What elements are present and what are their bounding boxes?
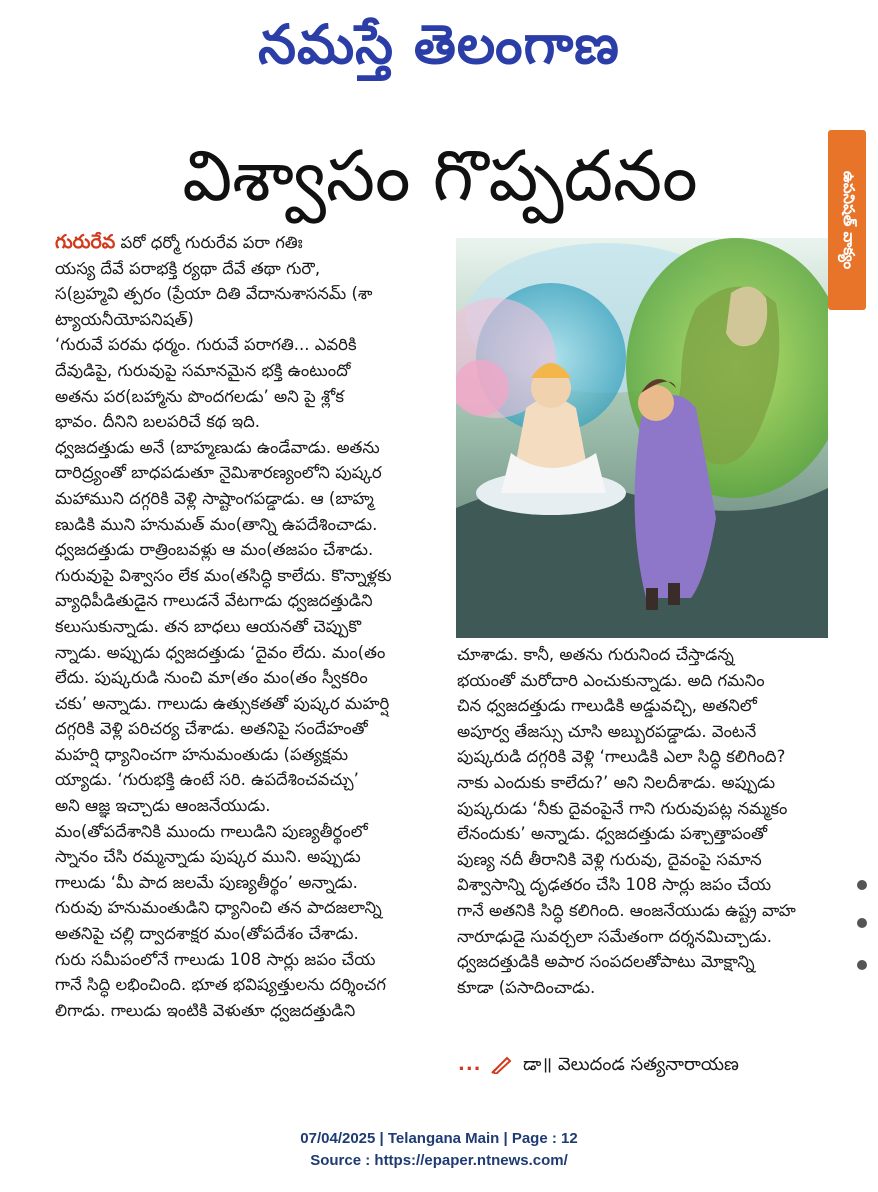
article-line: ధ్వజదత్తుడు అనే (బాహ్మణుడు ఉండేవాడు. అతను <box>55 437 380 457</box>
article-line: కూడా (పసాదించాడు. <box>457 977 596 997</box>
article-line: మహాముని దగ్గరికి వెళ్లి సాష్టాంగపడ్డాడు. ఆ (బాహ్మ <box>55 488 374 508</box>
article-line: అని ఆజ్ఞ ఇచ్చాడు ఆంజనేయుడు. <box>55 796 271 816</box>
article-line: మహర్షి ధ్యానించగా హనుమంతుడు (పత్యక్షమ <box>55 744 349 764</box>
article-line: స(బ్రహ్మవి త్పరం (ప్రేయా దితి వేదానుశాసనమ్ (శా <box>55 284 373 304</box>
article-line: య్యాడు. ‘గురుభక్తి ఉంటే సరి. ఉపదేశించవచ్చు’ <box>55 770 359 790</box>
bullet-dot-icon <box>857 960 867 970</box>
article-line: పుష్కరుడు ‘నీకు దైవంపైనే గాని గురువుపట్ల నమ్మకం <box>457 798 788 818</box>
article-line: ధ్వజదత్తుడికి అపార సంపదలతోపాటు మోక్షాన్ని <box>457 952 755 972</box>
article-line: దారిద్ర్యంతో బాధపడుతూ నైమిశారణ్యంలోని పుష్కర <box>55 463 382 483</box>
article-line: దగ్గరికి వెళ్లి పరిచర్య చేశాడు. అతనిపై సందేహంతో <box>55 719 368 739</box>
masthead-logo: నమస్తే తెలంగాణ <box>258 13 620 76</box>
article-illustration <box>456 238 828 638</box>
article-line: పుష్కరుడి దగ్గరికి వెళ్లి ‘గాలుడికి ఎలా సిద్ధి కలిగింది? <box>457 747 786 767</box>
bullet-dot-icon <box>857 880 867 890</box>
article-line: పుణ్య నదీ తీరానికి వెళ్లి గురువు, దైవంపై సమాన <box>457 849 762 869</box>
article-line: స్నానం చేసి రమ్మన్నాడు పుష్కర ముని. అప్పుడు <box>55 847 361 867</box>
article-line: కలుసుకున్నాడు. తన బాధలు ఆయనతో చెప్పుకొ <box>55 616 362 636</box>
article-line: గాలుడు ‘మీ పాద జలమే పుణ్యతీర్థం’ అన్నాడు. <box>55 872 358 892</box>
article-line: ట్యాయనీయోపనిషత్) <box>55 309 194 329</box>
article-line: భయంతో మరోదారి ఎంచుకున్నాడు. అది గమనిం <box>457 670 765 690</box>
article-line: అతను పర(బహ్మాను పొందగలడు’ అని పై శ్లోక <box>55 386 344 406</box>
article-line: చూశాడు. కానీ, అతను గురునింద చేస్తాడన్న <box>457 645 734 664</box>
article-line: గురువు హనుమంతుడిని ధ్యానించి తన పాదజలాన్ని <box>55 898 382 918</box>
article-line: న్నాడు. అప్పుడు ధ్వజదత్తుడు ‘దైవం లేదు. మం(తం <box>55 642 386 662</box>
article-line: ‘గురువే పరమ ధర్మం. గురువే పరాగతి... ఎవరికి <box>55 335 357 355</box>
article-line: గురువుపై విశ్వాసం లేక మం(తసిద్ధి కాలేదు. కొన్నాళ్లకు <box>55 565 392 585</box>
article-line: నాకు ఎందుకు కాలేదు?’ అని నిలదీశాడు. అప్పుడు <box>457 772 776 792</box>
article-line: దేవుడిపై, గురువుపై సమానమైన భక్తి ఉంటుందో <box>55 360 351 380</box>
bullet-dot-icon <box>857 918 867 928</box>
article-line: ణుడికి ముని హనుమత్ మం(తాన్ని ఉపదేశించాడు. <box>55 514 378 534</box>
article-line: వ్యాధిపీడితుడైన గాలుడనే వేటగాడు ధ్వజదత్తుడిని <box>55 591 373 611</box>
article-line: గానే సిద్ధి లభించింది. భూత భవిష్యత్తులను దర్శించగ <box>55 975 387 995</box>
article-line-0: గురురేవ పరో ధర్మో గురురేవ పరా గతిః <box>55 231 303 253</box>
article-line: అపూర్వ తేజస్సు చూసి అబ్బురపడ్డాడు. వెంటనే <box>457 721 757 741</box>
byline-mark: ... <box>458 1054 482 1075</box>
section-tab-label: ఉపనిషత్ వాక్యం <box>840 170 858 270</box>
footer-source: Source : https://epaper.ntnews.com/ <box>310 1152 568 1169</box>
article-line: చిన ధ్వజదత్తుడు గాలుడికి అడ్డువచ్చి, అతనిలో <box>457 696 757 716</box>
article-line: మం(తోపదేశానికి ముందు గాలుడిని పుణ్యతీర్థంలో <box>55 821 368 841</box>
article-line: అతనిపై చల్లి ద్వాదశాక్షర మం(తోపదేశం చేశాడు. <box>55 924 359 944</box>
byline-author: డా॥ వెలుదండ సత్యనారాయణ <box>522 1054 739 1075</box>
footer-dateline: 07/04/2025 | Telangana Main | Page : 12 <box>300 1130 578 1147</box>
article-line: భావం. దీనిని బలపరిచే కథ ఇది. <box>55 412 260 432</box>
article-line: ధ్వజదత్తుడు రాత్రింబవళ్లు ఆ మం(తజపం చేశాడు. <box>55 540 374 560</box>
pen-icon <box>491 1056 513 1074</box>
article-kicker: గురురేవ <box>55 231 116 253</box>
byline <box>458 1050 828 1080</box>
article-line: లిగాడు. గాలుడు ఇంటికి వెళుతూ ధ్వజదత్తుడిని <box>55 1000 356 1020</box>
article-headline: విశ్వాసం గొప్పదనం <box>182 135 698 217</box>
article-column-1 <box>55 230 447 1023</box>
article-line: నారూఢుడై సువర్చలా సమేతంగా దర్శనమిచ్చాడు. <box>457 926 772 946</box>
article-column-2 <box>457 642 829 1000</box>
article-line: గానే అతనికి సిద్ధి కలిగింది. ఆంజనేయుడు ఉష్ట్ర వాహ <box>457 900 796 920</box>
article-line: చకు’ అన్నాడు. గాలుడు ఉత్సుకతతో పుష్కర మహర్షి <box>55 693 390 713</box>
section-tab <box>828 130 866 310</box>
article-line: లేనందుకు’ అన్నాడు. ధ్వజదత్తుడు పశ్చాత్తాపంతో <box>457 824 768 844</box>
article-line: లేదు. పుష్కరుడి నుంచి మా(తం మం(తం స్వీకరిం <box>55 668 368 688</box>
illustration-svg <box>456 238 828 638</box>
article-line: విశ్వాసాన్ని దృఢతరం చేసి 108 సార్లు జపం చేయ <box>457 875 772 895</box>
article-line: గురు సమీపంలోనే గాలుడు 108 సార్లు జపం చేయ <box>55 949 376 969</box>
article-line: యస్య దేవే పరాభక్తి ర్యథా దేవే తథా గురౌ, <box>55 258 321 278</box>
